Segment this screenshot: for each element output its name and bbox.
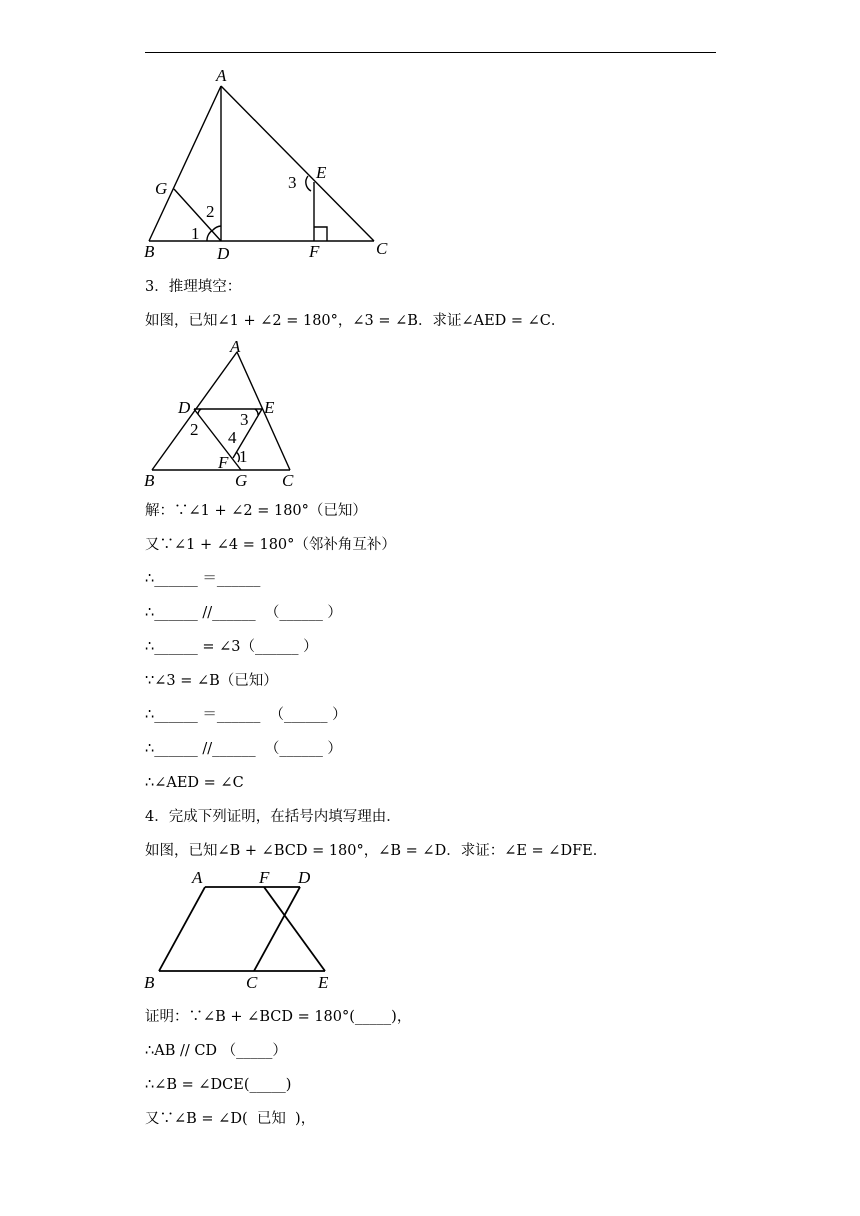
fig2-arc-3: [255, 409, 258, 415]
q3-step-5: ∴______ = ∠3（______ ）: [145, 639, 318, 655]
fig3-label-f: F: [259, 868, 270, 887]
fig2-label-a: A: [230, 337, 241, 356]
fig2-label-e: E: [264, 398, 275, 417]
fig1-line-gd: [174, 189, 221, 241]
q3-step-8: ∴______ //______ （______ ）: [145, 741, 342, 757]
fig1-label-3: 3: [288, 173, 297, 192]
q3-statement: 如图，已知∠1 + ∠2 = 180°，∠3 = ∠B．求证∠AED = ∠C．: [145, 313, 566, 329]
fig1-label-b: B: [144, 242, 155, 261]
q3-step-2: 又∵∠1 + ∠4 = 180°（邻补角互补）: [145, 537, 396, 553]
fig2-label-c: C: [282, 471, 294, 490]
q3-step-1: 解：∵∠1 + ∠2 = 180°（已知）: [145, 503, 367, 519]
fig1-arc-2: [213, 226, 221, 230]
fig1-line-ac: [221, 86, 374, 241]
q3-step-4: ∴______ //______ （______ ）: [145, 605, 342, 621]
q3-step-9: ∴∠AED = ∠C: [145, 775, 244, 791]
q4-statement: 如图，已知∠B + ∠BCD = 180°，∠B = ∠D．求证：∠E = ∠DFE．: [145, 843, 608, 859]
fig3-label-a: A: [192, 868, 203, 887]
fig2-label-2: 2: [190, 420, 199, 439]
q3-step-3: ∴______ ＝______: [145, 571, 261, 587]
fig1-arc-1: [207, 230, 213, 241]
fig2-label-3: 3: [240, 410, 249, 429]
fig1-label-f: F: [309, 242, 320, 261]
fig1-label-d: D: [217, 244, 230, 263]
q3-step-6: ∵∠3 = ∠B（已知）: [145, 673, 278, 689]
fig2-label-d: D: [178, 398, 191, 417]
q4-step-3: ∴∠B = ∠DCE(_____): [145, 1077, 292, 1093]
fig1-arc-3: [306, 176, 311, 191]
fig3-label-b: B: [144, 973, 155, 992]
fig2-label-4: 4: [228, 428, 237, 447]
fig1-label-e: E: [316, 163, 327, 182]
fig1-label-a: A: [216, 66, 227, 85]
fig3-label-d: D: [298, 868, 311, 887]
q4-step-4: 又∵∠B = ∠D( 已知 )，: [145, 1111, 316, 1127]
q4-step-2: ∴AB // CD （_____）: [145, 1043, 287, 1059]
fig1-label-c: C: [376, 239, 388, 258]
fig2-line-ab: [152, 352, 237, 470]
fig3-label-e: E: [318, 973, 329, 992]
fig2-line-ef: [233, 409, 262, 458]
fig2-arc-1: [236, 452, 239, 462]
fig1-label-g: G: [155, 179, 168, 198]
fig3-line-fe: [264, 887, 325, 971]
q3-title: 3．推理填空：: [145, 279, 242, 295]
fig2-label-f: F: [218, 453, 229, 472]
header-rule: [145, 52, 716, 53]
fig3-label-c: C: [246, 973, 258, 992]
q3-step-7: ∴______ ＝______ （______ ）: [145, 707, 347, 723]
fig2-line-dg: [194, 409, 241, 470]
fig2-label-g: G: [235, 471, 248, 490]
fig2-line-ac: [237, 352, 290, 470]
fig1-right-angle-f: [314, 227, 327, 241]
fig3-line-cd: [254, 887, 300, 971]
fig1-label-2: 2: [206, 202, 215, 221]
fig1-label-1: 1: [191, 224, 200, 243]
q4-title: 4．完成下列证明，在括号内填写理由．: [145, 809, 401, 825]
fig2-arc-2: [198, 409, 201, 414]
fig2-label-b: B: [144, 471, 155, 490]
q4-step-1: 证明：∵∠B + ∠BCD = 180°(_____)，: [145, 1009, 412, 1025]
fig1-line-ab: [149, 86, 221, 241]
fig3-line-ab: [159, 887, 205, 971]
fig2-label-1: 1: [239, 447, 248, 466]
